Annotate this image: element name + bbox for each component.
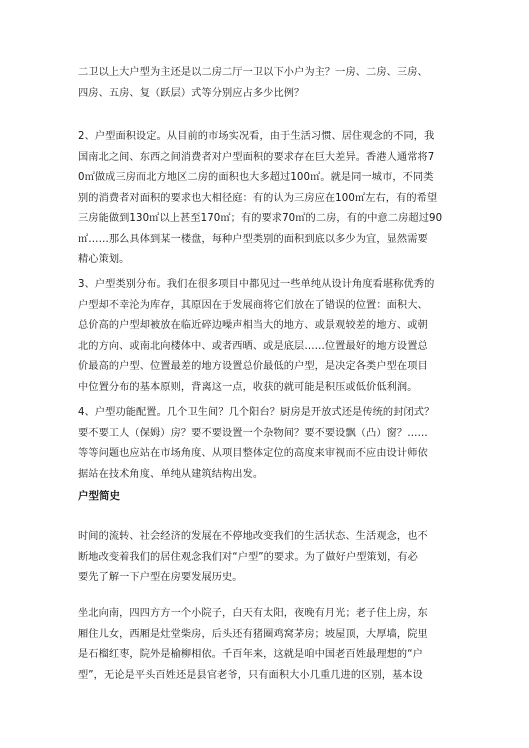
text-line: 要不要工人（保姆）房？要不要设置一个杂物间？要不要设飘（凸）窗？…… <box>78 427 428 439</box>
text-line: 断地改变着我们的居住观念我们对“户型”的要求。为了做好户型策划，有必 <box>78 551 418 563</box>
paragraph-history-intro <box>78 527 456 589</box>
text-line: 4、户型功能配置。几个卫生间？几个阳台？厨房是开放式还是传统的封闭式？ <box>78 407 435 418</box>
text-line: 中位置分布的基本原则，背离这一点，收获的就可能是积压或低价低利润。 <box>78 381 418 393</box>
text-line: 价最高的户型、位置最差的地方设置总价最低的户型，是决定各类户型在项目 <box>78 361 428 372</box>
text-line: 厢住儿女，西厢是灶堂柴房，后头还有猪圈鸡窝茅房；坡屋顶，大厚墙，院里 <box>78 628 428 640</box>
paragraph-room-ratio <box>78 63 456 104</box>
text-line: 四房、五房、复（跃层）式等分别应占多少比例？ <box>78 87 305 99</box>
text-line: 别的消费者对面积的要求也大相径庭：有的认为三房应在100㎡左右，有的希望 <box>78 192 438 204</box>
paragraph-type-distribution <box>78 275 456 398</box>
text-line: 2、户型面积设定。从目前的市场实况看，由于生活习惯、居住观念的不同，我 <box>78 131 435 142</box>
text-line: ㎡……那么具体到某一楼盘，每种户型类别的面积到底以多少为宜，显然需要 <box>78 233 428 245</box>
paragraph-area-setting <box>78 127 456 271</box>
text-line: 型”，无论是平头百姓还是县官老爷，只有面积大小几重几进的区别，基本设 <box>78 669 423 681</box>
text-line: 坐北向南，四四方方一个小院子，白天有太阳，夜晚有月光；老子住上房，东 <box>78 608 428 619</box>
text-line: 北的方向、或南北向楼体中、或者西晒、或是底层……位置最好的地方设置总 <box>78 340 428 352</box>
text-line: 等等问题也应站在市场角度、从项目整体定位的高度来审视而不应由设计师依 <box>78 448 428 459</box>
paragraph-courtyard <box>78 604 456 686</box>
text-line: 0㎡做成三房而北方地区二房的面积也大多超过100㎡。就是同一城市，不同类 <box>78 172 434 183</box>
section-heading: 户型简史 <box>78 490 120 502</box>
paragraph-function-config <box>78 403 456 485</box>
text-line: 要先了解一下户型在房要发展历史。 <box>78 572 243 583</box>
text-line: 时间的流转、社会经济的发展在不停地改变我们的生活状态、生活观念，也不 <box>78 531 428 542</box>
text-line: 国南北之间、东西之间消费者对户型面积的要求存在巨大差异。香港人通常将7 <box>78 151 435 163</box>
text-line: 3、户型类别分布。我们在很多项目中都见过一些单纯从设计角度看堪称优秀的 <box>78 279 435 290</box>
text-line: 总价高的户型却被放在临近碎边噪声相当大的地方、或景观较差的地方、或朝 <box>78 320 428 331</box>
text-line: 三房能做到130㎡以上甚至170㎡；有的要求70㎡的二房，有的中意二房超过90 <box>78 213 443 224</box>
text-line: 据站在技术角度、单纯从建筑结构出发。 <box>78 468 264 480</box>
text-line: 是石榴红枣，院外是榆柳相依。千百年来，这就是咱中国老百姓最理想的“户 <box>78 649 423 660</box>
text-line: 户型却不幸沦为库存，其原因在于发展商将它们放在了错误的位置：面积大、 <box>78 299 428 311</box>
text-line: 二卫以上大户型为主还是以二房二厅一卫以下小户为主？一房、二房、三房、 <box>78 67 428 78</box>
text-line: 精心策划。 <box>78 254 130 265</box>
